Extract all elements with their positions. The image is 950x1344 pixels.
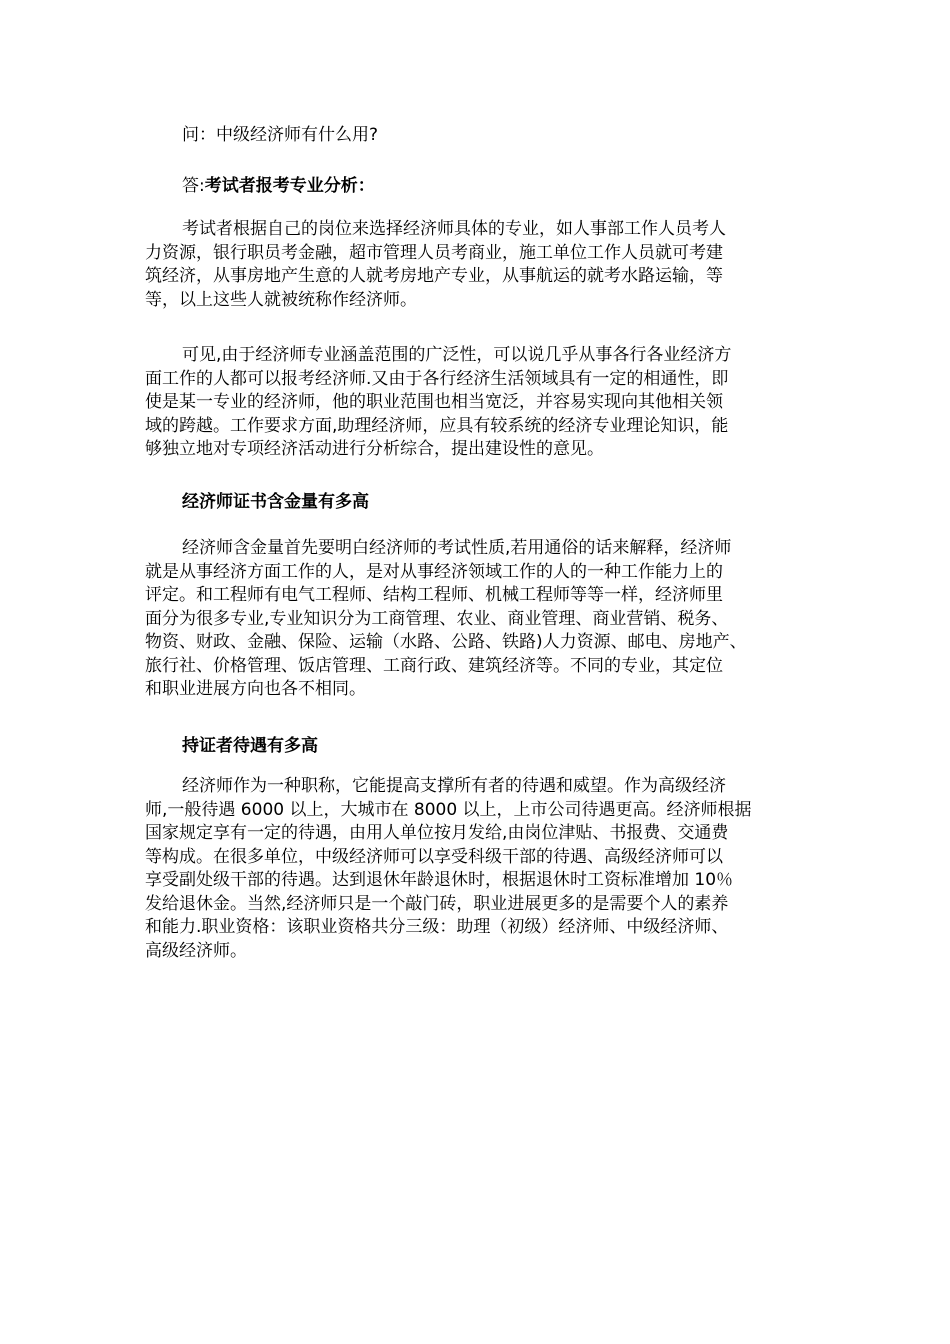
answer-title: 考试者报考专业分析： [204, 176, 375, 196]
paragraph-line: 筑经济，从事房地产生意的人就考房地产专业，从事航运的就考水路运输，等 [145, 266, 723, 286]
paragraph-line: 面分为很多专业,专业知识分为工商管理、农业、商业管理、商业营销、税务、 [145, 608, 729, 629]
paragraph-line: 面工作的人都可以报考经济师.又由于各行经济生活领域具有一定的相通性，即 [145, 368, 729, 389]
paragraph-line: 高级经济师。 [145, 940, 247, 961]
paragraph-line: 就是从事经济方面工作的人，是对从事经济领域工作的人的一种工作能力上的 [145, 561, 723, 582]
paragraph-line: 考试者根据自己的岗位来选择经济师具体的专业，如人事部工作人员考人 [182, 219, 726, 239]
paragraph-line: 国家规定享有一定的待遇，由用人单位按月发给,由岗位津贴、书报费、交通费 [145, 823, 729, 843]
paragraph-line: 使是某一专业的经济师，他的职业范围也相当宽泛，并容易实现向其他相关领 [145, 392, 723, 412]
paragraph-line: 和能力.职业资格：该职业资格共分三级：助理（初级）经济师、中级经济师、 [145, 917, 729, 937]
paragraph-line: 评定。和工程师有电气工程师、结构工程师、机械工程师等等一样，经济师里 [145, 585, 723, 605]
paragraph-line: 和职业进展方向也各不相同。 [145, 679, 366, 699]
paragraph-line: 享受副处级干部的待遇。达到退休年龄退休时，根据退休时工资标准增加 10％ [145, 870, 734, 890]
question-text: 问：中级经济师有什么用? [182, 125, 379, 145]
paragraph-line: 可见,由于经济师专业涵盖范围的广泛性，可以说几乎从事各行各业经济方 [182, 345, 732, 365]
paragraph-line: 够独立地对专项经济活动进行分析综合，提出建设性的意见。 [145, 439, 604, 459]
section-heading-text: 经济师证书含金量有多高 [182, 492, 369, 512]
paragraph-1 [145, 218, 810, 312]
question-line [145, 124, 810, 148]
paragraph-line: 域的跨越。工作要求方面,助理经济师，应具有较系统的经济专业理论知识，能 [145, 415, 729, 436]
paragraph-line: 经济师作为一种职称，它能提高支撑所有者的待遇和威望。作为高级经济 [182, 776, 726, 796]
paragraph-line: 经济师含金量首先要明白经济师的考试性质,若用通俗的话来解释，经济师 [182, 538, 732, 558]
answer-heading-line [145, 175, 810, 199]
paragraph-line: 旅行社、价格管理、饭店管理、工商行政、建筑经济等。不同的专业，其定位 [145, 655, 723, 676]
paragraph-line: 物资、财政、金融、保险、运输（水路、公路、铁路)人力资源、邮电、房地产、 [145, 632, 747, 652]
paragraph-3 [145, 537, 810, 702]
paragraph-line: 等，以上这些人就被统称作经济师。 [145, 289, 417, 310]
paragraph-line: 力资源，银行职员考金融，超市管理人员考商业，施工单位工作人员就可考建 [145, 242, 723, 263]
paragraph-line: 发给退休金。当然,经济师只是一个敲门砖，职业进展更多的是需要个人的素养 [145, 893, 729, 914]
section-heading-text: 持证者待遇有多高 [182, 736, 318, 756]
paragraph-line: 等构成。在很多单位，中级经济师可以享受科级干部的待遇、高级经济师可以 [145, 846, 723, 867]
paragraph-line: 师,一般待遇 6000 以上，大城市在 8000 以上，上市公司待遇更高。经济师根据 [145, 799, 752, 820]
section-heading-1 [145, 491, 810, 515]
paragraph-4 [145, 775, 810, 963]
paragraph-2 [145, 344, 810, 462]
answer-prefix: 答: [182, 176, 205, 196]
answer-heading [145, 175, 810, 199]
section-heading-2 [145, 735, 810, 759]
